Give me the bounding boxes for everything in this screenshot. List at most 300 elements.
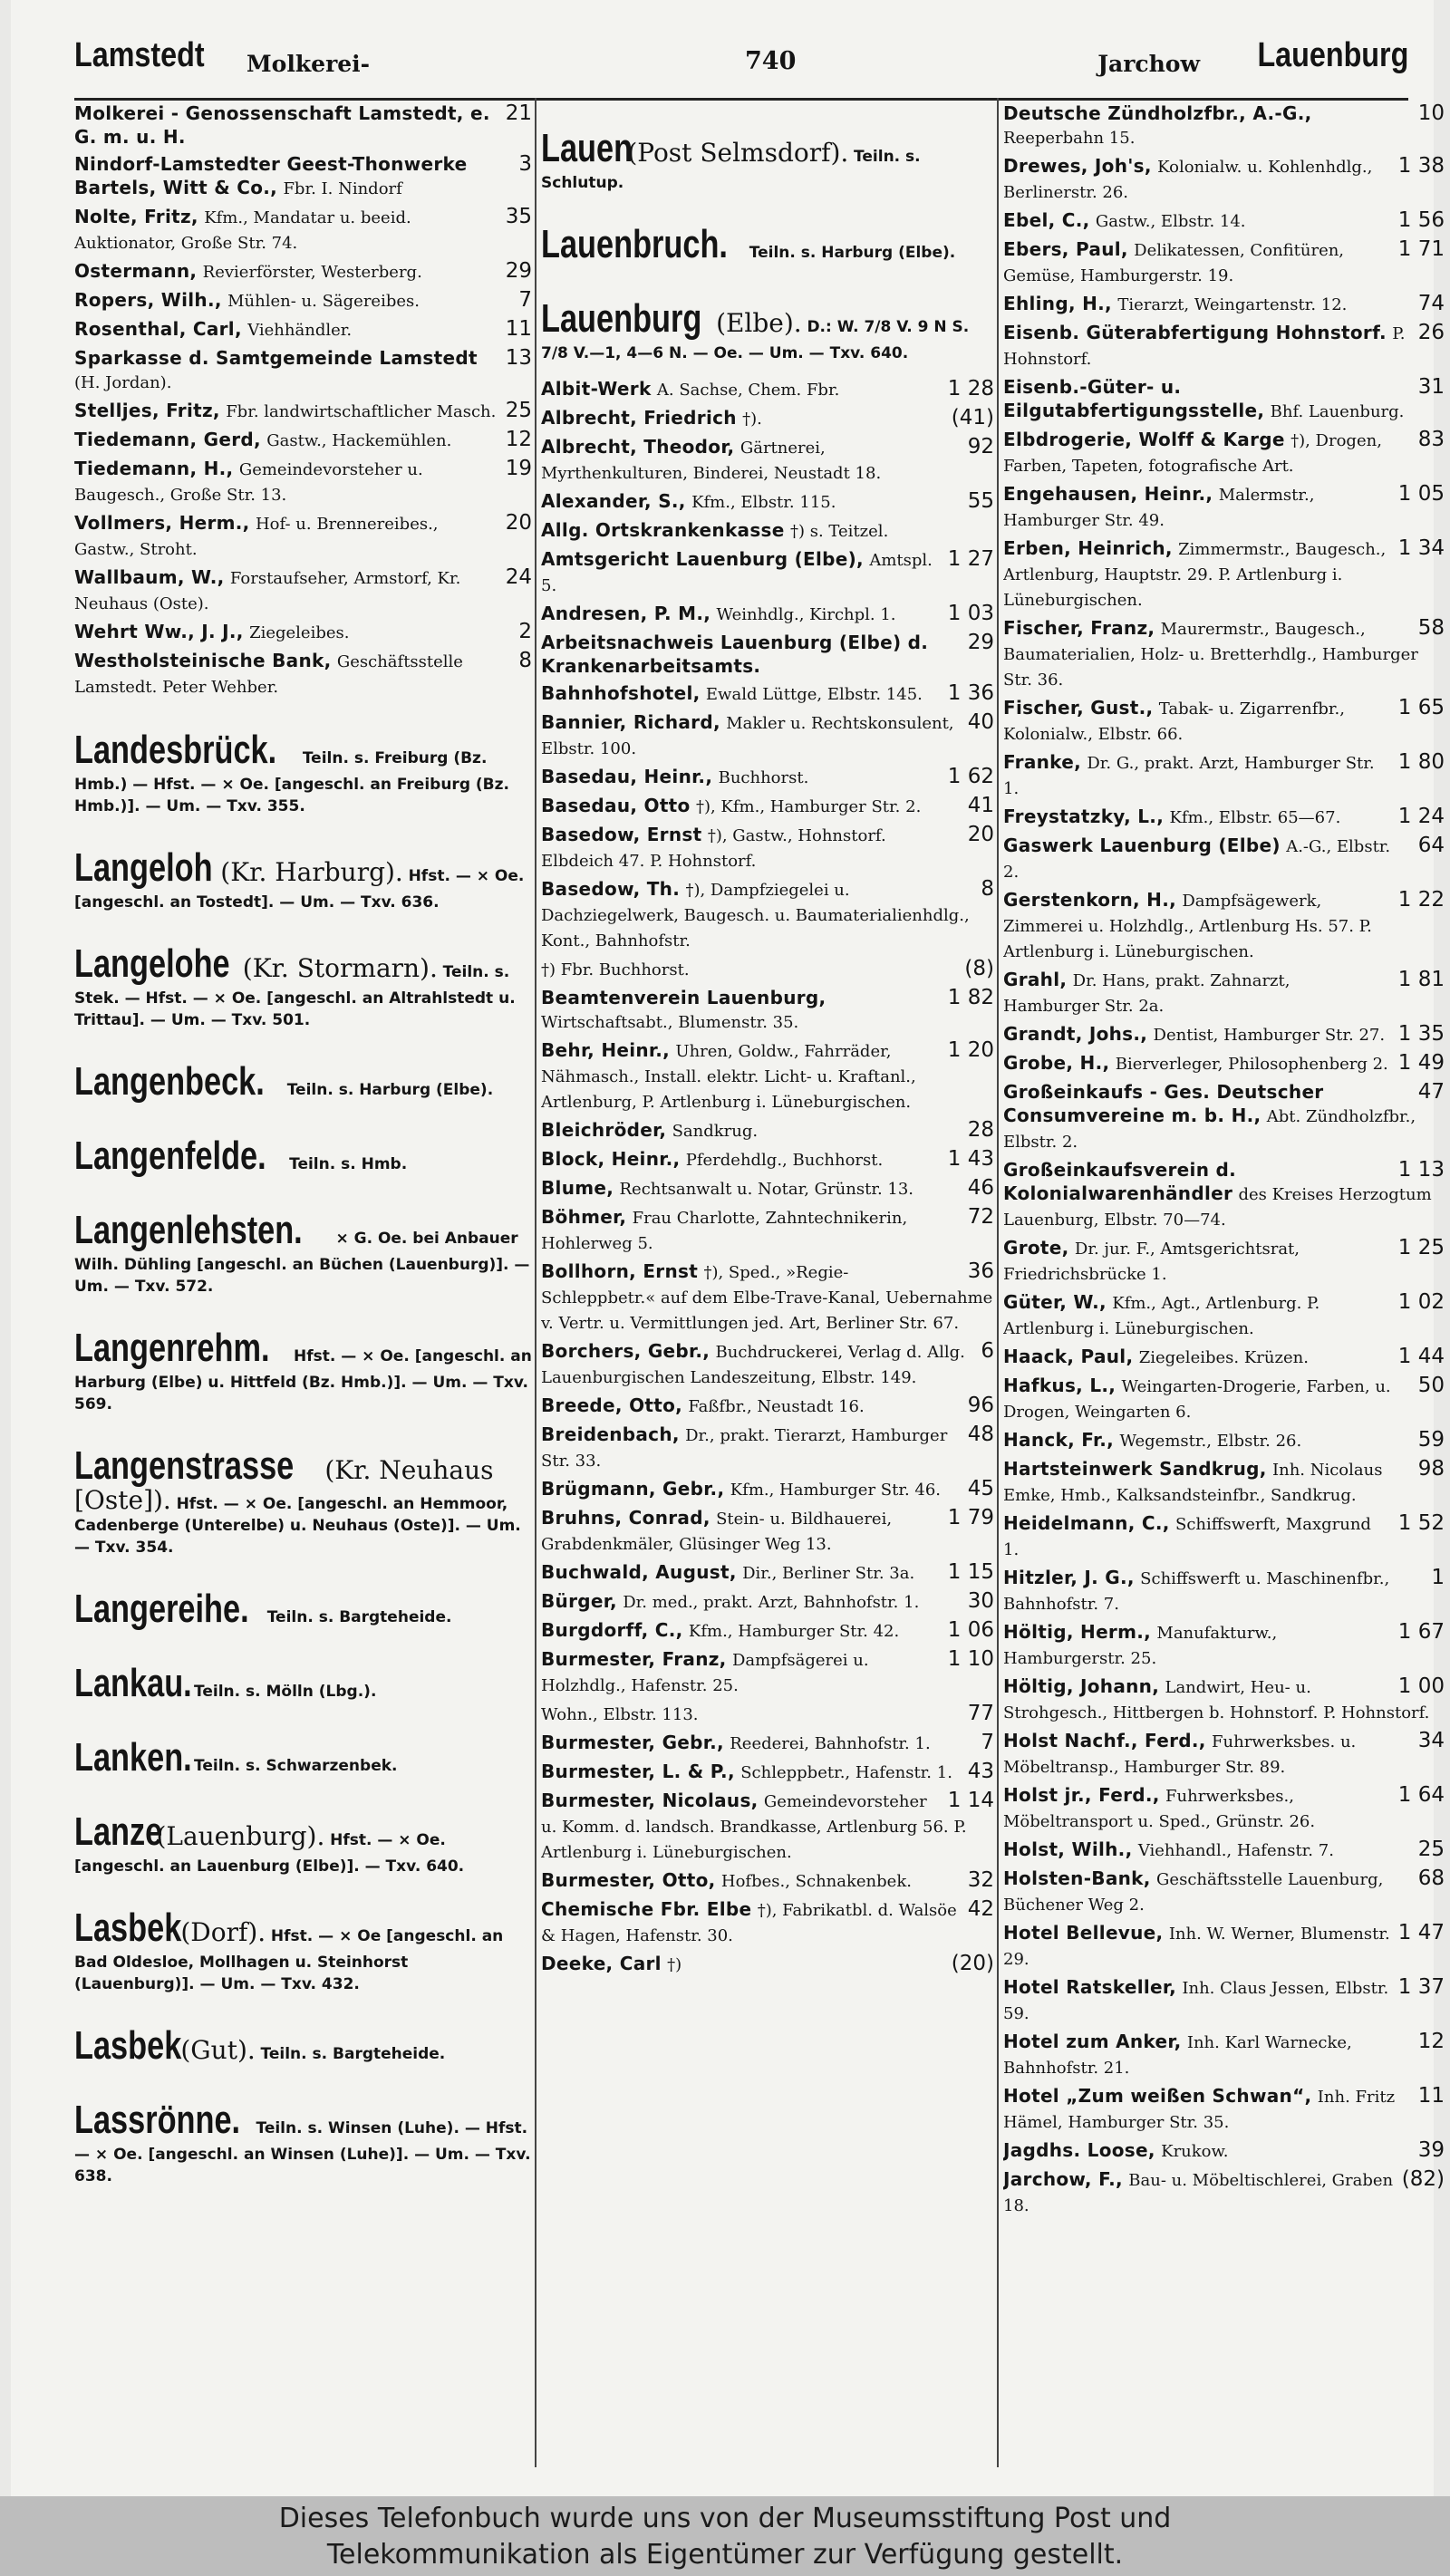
- place-name: Langenfelde.: [74, 1134, 266, 1178]
- listing-entry: [1003, 805, 1445, 830]
- subscriber-name: Erben, Heinrich,: [1003, 537, 1173, 559]
- place-qualifier: (Dorf).: [180, 1917, 266, 1947]
- subscriber-name: Hanck, Fr.,: [1003, 1429, 1115, 1451]
- subscriber-name: Stelljes, Fritz,: [74, 400, 220, 421]
- footer-line-1: Dieses Telefonbuch wurde uns von der Museumsstiftung Post und: [278, 2503, 1172, 2534]
- phone-number: 32: [967, 1868, 994, 1892]
- subscriber-details: A.-G., Elbstr. 2.: [1003, 837, 1391, 882]
- phone-number: 7: [981, 1731, 994, 1754]
- listing-entry: [1003, 375, 1445, 424]
- phone-number: 1 56: [1397, 208, 1445, 232]
- footer-line-2: Telekommunikation als Eigentümer zur Verfügung gestellt.: [326, 2539, 1124, 2571]
- place-qualifier: (Kr. Neuhaus [Oste]).: [74, 1455, 494, 1515]
- listing-entry: [74, 101, 532, 149]
- listing-entry: [541, 1868, 994, 1894]
- place-name: Landesbrück.: [74, 728, 277, 772]
- listing-entry: [74, 288, 532, 314]
- subscriber-details: Revierförster, Westerberg.: [202, 263, 422, 282]
- subscriber-details: Ewald Lüttge, Elbstr. 145.: [705, 685, 923, 704]
- subscriber-details: Bau- u. Möbeltischlerei, Graben 18.: [1003, 2171, 1394, 2215]
- listing-entry: [1003, 1080, 1445, 1154]
- phone-number: 6: [981, 1339, 994, 1363]
- phone-number: 40: [967, 710, 994, 734]
- listing-entry: [74, 317, 532, 343]
- subscriber-name: Bleichröder,: [541, 1119, 667, 1141]
- listing-entry: [1003, 1867, 1445, 1917]
- subscriber-details: †) Fbr. Buchhorst.: [541, 960, 690, 979]
- phone-number: 1 02: [1397, 1290, 1445, 1314]
- phone-number: 1 10: [947, 1647, 994, 1671]
- listing-entry: [74, 346, 532, 395]
- subscriber-details: †), Sped., »Regie-Schleppbetr.« auf dem Elbe-Trave-Kanal, Uebernahme v. Vertr. u. Vermittlungen jed. Art, Berliner Str. 67.: [541, 1263, 993, 1333]
- listing-entry: [541, 547, 994, 598]
- phone-number: 31: [1417, 375, 1445, 399]
- listing-entry: [1003, 482, 1445, 533]
- listing-entry: [1003, 237, 1445, 288]
- subscriber-name: Burmester, Gebr.,: [541, 1732, 724, 1753]
- place-name: Langenbeck.: [74, 1059, 265, 1104]
- listing-entry: [1003, 1620, 1445, 1671]
- subscriber-details: Kfm., Hamburger Str. 46.: [730, 1481, 942, 1500]
- subscriber-name: Nolte, Fritz,: [74, 206, 198, 227]
- subscriber-name: Grandt, Johs.,: [1003, 1023, 1148, 1045]
- subscriber-name: Chemische Fbr. Elbe: [541, 1898, 752, 1920]
- subscriber-details: Mühlen- u. Sägereibes.: [227, 292, 420, 311]
- phone-number: 1 24: [1397, 805, 1445, 828]
- place-heading: [74, 1660, 532, 1707]
- archive-footer: [0, 2496, 1450, 2576]
- listing-entry: [1003, 1290, 1445, 1341]
- listing-entry: [541, 1118, 994, 1143]
- place-heading: [74, 1809, 532, 1877]
- place-heading: [74, 2022, 532, 2069]
- subscriber-details: †) s. Teitzel.: [790, 522, 889, 541]
- subscriber-details: Dampfsägewerk, Zimmerei u. Holzhdlg., Artlenburg Hs. 57. P. Artlenburg i. Lüneburgischen.: [1003, 892, 1372, 961]
- listing-entry: [1003, 1236, 1445, 1287]
- place-name: Langenrehm.: [74, 1326, 270, 1370]
- place-heading: [74, 844, 532, 913]
- listing-entry: [541, 377, 994, 402]
- phone-number: 1 28: [947, 377, 994, 400]
- subscriber-details: Gemeindevorsteher u. Komm. d. landsch. Brandkasse, Artlenburg 56. P. Artlenburg i. Lüneburgischen.: [541, 1792, 967, 1862]
- phone-number: 1 00: [1397, 1674, 1445, 1698]
- phone-number: 1 65: [1397, 696, 1445, 719]
- subscriber-name: Block, Heinr.,: [541, 1148, 681, 1170]
- subscriber-details: Gastw., Hackemühlen.: [266, 431, 452, 450]
- subscriber-details: Kfm., Hamburger Str. 42.: [688, 1622, 900, 1641]
- listing-entry: [1003, 968, 1445, 1018]
- phone-number: 25: [505, 399, 532, 422]
- subscriber-name: Ropers, Wilh.,: [74, 289, 222, 311]
- subscriber-details: (H. Jordan).: [74, 373, 172, 392]
- subscriber-details: Amtspl. 5.: [541, 551, 933, 595]
- subscriber-name: Höltig, Herm.,: [1003, 1621, 1152, 1643]
- listing-entry: [541, 1205, 994, 1256]
- subscriber-name: Ehling, H.,: [1003, 293, 1112, 314]
- column-3: [1003, 98, 1445, 2467]
- subscriber-name: Bahnhofshotel,: [541, 682, 701, 704]
- listing-entry: [541, 1147, 994, 1172]
- subscriber-name: Molkerei - Genossenschaft Lamstedt, e. G. m. u. H.: [74, 102, 490, 148]
- listing-entry: [541, 1477, 994, 1502]
- subscriber-name: Basedau, Heinr.,: [541, 766, 713, 787]
- subscriber-details: Geschäftsstelle Lamstedt. Peter Wehber.: [74, 652, 463, 697]
- subscriber-details: Dr. Hans, prakt. Zahnarzt, Hamburger Str. 2a.: [1003, 971, 1290, 1016]
- subscriber-name: Hotel „Zum weißen Schwan“,: [1003, 2085, 1312, 2107]
- subscriber-name: Nindorf-Lamstedter Geest-Thonwerke Bartels, Witt & Co.,: [74, 153, 468, 198]
- phone-number: 58: [1417, 616, 1445, 640]
- subscriber-details: Kolonialw. u. Kohlenhdlg., Berlinerstr. 26.: [1003, 158, 1373, 202]
- listing-entry: [1003, 1457, 1445, 1508]
- place-name: Lassrönne.: [74, 2098, 241, 2142]
- listing-entry: [541, 406, 994, 431]
- listing-entry: [541, 435, 994, 486]
- subscriber-name: Vollmers, Herm.,: [74, 512, 250, 534]
- phone-number: 1 35: [1397, 1022, 1445, 1046]
- phone-number: (82): [1401, 2167, 1445, 2191]
- subscriber-name: Sparkasse d. Samtgemeinde Lamstedt: [74, 347, 478, 369]
- phone-number: 11: [1417, 2084, 1445, 2108]
- listing-entry: [541, 1789, 994, 1865]
- phone-number: 92: [967, 435, 994, 458]
- phone-number: 1 71: [1397, 237, 1445, 261]
- subscriber-details: Zimmermstr., Baugesch., Artlenburg, Hauptstr. 29. P. Artlenburg i. Lüneburgischen.: [1003, 540, 1387, 610]
- subscriber-name: Hotel zum Anker,: [1003, 2031, 1182, 2052]
- subscriber-name: Behr, Heinr.,: [541, 1039, 671, 1061]
- subscriber-name: Jarchow, F.,: [1003, 2168, 1123, 2190]
- subscriber-details: †), Kfm., Hamburger Str. 2.: [695, 797, 922, 816]
- listing-entry: [1003, 2167, 1445, 2218]
- running-header: [74, 25, 1408, 101]
- subscriber-details: Schiffswerft, Maxgrund 1.: [1003, 1515, 1371, 1559]
- phone-number: 7: [518, 288, 532, 312]
- phone-number: 12: [1417, 2030, 1445, 2053]
- phone-number: 1 06: [947, 1618, 994, 1642]
- subscriber-details: des Kreises Herzogtum Lauenburg, Elbstr. 70—74.: [1003, 1185, 1432, 1230]
- subscriber-details: Fuhrwerksbes., Möbeltransport u. Sped., Grünstr. 26.: [1003, 1787, 1316, 1831]
- subscriber-name: Hafkus, L.,: [1003, 1375, 1116, 1396]
- phone-number: 29: [505, 259, 532, 283]
- listing-entry: [1003, 1511, 1445, 1562]
- place-detail: Hfst. — × Oe. [angeschl. an Harburg (Elbe) u. Hittfeld (Bz. Hmb.)]. — Um. — Txv. 569.: [74, 1347, 532, 1413]
- subscriber-name: Burgdorff, C.,: [541, 1619, 683, 1641]
- phone-number: 19: [505, 457, 532, 480]
- listing-entry: [541, 1952, 994, 1977]
- phone-number: (20): [951, 1952, 994, 1975]
- subscriber-name: Großeinkaufsverein d. Kolonialwarenhändler: [1003, 1159, 1237, 1204]
- phone-number: 83: [1417, 428, 1445, 451]
- listing-entry: [74, 620, 532, 645]
- subscriber-name: Freystatzky, L.,: [1003, 806, 1165, 827]
- place-detail: Teiln. s. Harburg (Elbe).: [286, 1081, 494, 1099]
- subscriber-name: Basedow, Th.: [541, 878, 681, 900]
- listing-entry: [1003, 2138, 1445, 2164]
- phone-number: 1 62: [947, 765, 994, 788]
- subscriber-details: Stein- u. Bildhauerei, Grabdenkmäler, Glüsinger Weg 13.: [541, 1510, 893, 1554]
- listing-entry: [1003, 888, 1445, 964]
- phone-number: 1 64: [1397, 1783, 1445, 1807]
- subscriber-name: Gerstenkorn, H.,: [1003, 889, 1177, 911]
- subscriber-details: Fbr. I. Nindorf: [283, 179, 402, 198]
- place-detail: Hfst. — × Oe. [angeschl. an Hemmoor, Cadenberge (Unterelbe) u. Neuhaus (Oste)]. — Um. — Txv. 354.: [74, 1495, 521, 1557]
- listing-entry: [1003, 696, 1445, 747]
- place-heading: [74, 2097, 532, 2187]
- subscriber-name: Hotel Ratskeller,: [1003, 1976, 1177, 1998]
- listing-entry: [541, 1760, 994, 1785]
- subscriber-details: Bierverleger, Philosophenberg 2.: [1115, 1055, 1388, 1074]
- subscriber-name: Grote,: [1003, 1237, 1069, 1259]
- place-detail: Hfst. — × Oe. [angeschl. an Tostedt]. — Um. — Txv. 636.: [74, 867, 525, 912]
- subscriber-name: Jagdhs. Loose,: [1003, 2139, 1155, 2161]
- listing-entry: [541, 1038, 994, 1114]
- listing-entry: [1003, 834, 1445, 884]
- header-right-place: Lauenburg: [1257, 36, 1408, 74]
- subscriber-details: †), Fabrikatbl. d. Walsöe & Hagen, Hafenstr. 30.: [541, 1901, 957, 1945]
- phone-number: 36: [967, 1259, 994, 1283]
- phone-number: 1 37: [1397, 1975, 1445, 1999]
- subscriber-details: Tabak- u. Zigarrenfbr., Kolonialw., Elbstr. 66.: [1003, 699, 1346, 744]
- subscriber-details: Fuhrwerksbes. u. Möbeltransp., Hamburger Str. 89.: [1003, 1732, 1357, 1777]
- listing-entry: [541, 489, 994, 515]
- subscriber-details: Dr. med., prakt. Arzt, Bahnhofstr. 1.: [623, 1593, 920, 1612]
- phone-number: 1 82: [947, 986, 994, 1009]
- subscriber-details: Forstaufseher, Armstorf, Kr. Neuhaus (Oste).: [74, 569, 461, 613]
- place-heading: [74, 1133, 532, 1180]
- listing-entry: [541, 710, 994, 761]
- listing-entry: [541, 602, 994, 627]
- subscriber-details: Sandkrug.: [672, 1122, 759, 1141]
- phone-number: 1 25: [1397, 1236, 1445, 1259]
- listing-entry: [74, 152, 532, 201]
- subscriber-name: Deutsche Zündholzfbr., A.-G.,: [1003, 102, 1312, 124]
- subscriber-name: Grahl,: [1003, 969, 1068, 990]
- subscriber-name: Bannier, Richard,: [541, 711, 720, 733]
- phone-number: 3: [518, 152, 532, 176]
- subscriber-name: Bollhorn, Ernst: [541, 1260, 699, 1282]
- listing-entry: [1003, 1921, 1445, 1972]
- subscriber-name: Engehausen, Heinr.,: [1003, 483, 1213, 505]
- subscriber-name: Holst, Wilh.,: [1003, 1838, 1133, 1860]
- place-detail: Teiln. s. Mölln (Lbg.).: [194, 1683, 377, 1701]
- phone-number: 26: [1417, 321, 1445, 344]
- subscriber-details: Malermstr., Hamburger Str. 49.: [1003, 486, 1315, 530]
- place-name: Lauenbruch.: [541, 222, 728, 266]
- subscriber-details: Geschäftsstelle Lauenburg, Büchener Weg 2.: [1003, 1870, 1384, 1915]
- subscriber-details: Inh. W. Werner, Blumenstr. 29.: [1003, 1925, 1390, 1969]
- subscriber-name: Breede, Otto,: [541, 1394, 683, 1416]
- place-detail: Teiln. s. Winsen (Luhe). — Hfst. — × Oe. [angeschl. an Winsen (Luhe)]. — Um. — Txv. 638.: [74, 2119, 531, 2185]
- subscriber-details: Kfm., Mandatar u. beeid. Auktionator, Große Str. 74.: [74, 208, 411, 253]
- place-name: Langeloh: [74, 845, 213, 890]
- subscriber-name: Buchwald, August,: [541, 1561, 737, 1583]
- listing-entry: [541, 1647, 994, 1698]
- subscriber-details: Manufakturw., Hamburgerstr. 25.: [1003, 1624, 1278, 1668]
- subscriber-details: Gärtnerei, Myrthenkulturen, Binderei, Neustadt 18.: [541, 439, 882, 483]
- phone-number: 1 13: [1397, 1158, 1445, 1182]
- place-detail: Teiln. s. Harburg (Elbe).: [749, 244, 956, 262]
- subscriber-name: Heidelmann, C.,: [1003, 1512, 1170, 1534]
- subscriber-name: Burmester, Franz,: [541, 1648, 727, 1670]
- place-name: Lanken.: [74, 1735, 192, 1780]
- subscriber-name: Amtsgericht Lauenburg (Elbe),: [541, 548, 864, 570]
- place-heading: [74, 1905, 532, 1995]
- subscriber-name: Franke,: [1003, 751, 1082, 773]
- listing-entry: [1003, 1374, 1445, 1424]
- listing-entry: [541, 1560, 994, 1586]
- listing-entry: [1003, 616, 1445, 692]
- subscriber-name: Bruhns, Conrad,: [541, 1507, 710, 1529]
- listing-entry: [541, 957, 994, 982]
- header-left-place: Lamstedt: [74, 36, 205, 74]
- listing-entry: [541, 823, 994, 873]
- listing-entry: [74, 259, 532, 285]
- place-qualifier: (Post Selmsdorf).: [627, 138, 849, 168]
- subscriber-details: Inh. Karl Warnecke, Bahnhofstr. 21.: [1003, 2033, 1352, 2078]
- listing-entry: [541, 518, 994, 544]
- subscriber-name: Elbdrogerie, Wolff & Karge: [1003, 429, 1285, 450]
- listing-entry: [1003, 1783, 1445, 1834]
- subscriber-details: Dampfsägerei u. Holzhdlg., Hafenstr. 25.: [541, 1651, 869, 1695]
- place-detail: Teiln. s. Stek. — Hfst. — × Oe. [angeschl. an Altrahlstedt u. Trittau]. — Um. — Txv. 501.: [74, 963, 516, 1029]
- place-detail: × G. Oe. bei Anbauer Wilh. Dühling [angeschl. an Büchen (Lauenburg)]. — Um. — Txv. 572.: [74, 1230, 530, 1296]
- phone-number: 28: [967, 1118, 994, 1142]
- listing-entry: [541, 1394, 994, 1419]
- subscriber-name: Rosenthal, Carl,: [74, 318, 242, 340]
- column-1: [74, 98, 532, 2467]
- listing-entry: [74, 511, 532, 562]
- phone-number: 77: [967, 1702, 994, 1725]
- listing-entry: [1003, 1158, 1445, 1232]
- place-heading: [74, 1734, 532, 1781]
- subscriber-name: Wallbaum, W.,: [74, 566, 225, 588]
- subscriber-name: Bürger,: [541, 1590, 617, 1612]
- phone-number: 12: [505, 428, 532, 451]
- phone-number: 48: [967, 1423, 994, 1446]
- listing-entry: [541, 1176, 994, 1201]
- subscriber-name: Hotel Bellevue,: [1003, 1922, 1164, 1944]
- subscriber-name: Alexander, S.,: [541, 490, 686, 512]
- place-name: Lauenburg: [541, 296, 702, 341]
- subscriber-details: Pferdehdlg., Buchhorst.: [685, 1151, 884, 1170]
- listing-entry: [541, 765, 994, 790]
- column-divider: [997, 98, 999, 2467]
- phone-number: 2: [518, 620, 532, 643]
- subscriber-details: Ziegeleibes.: [249, 623, 350, 642]
- phone-number: 1 34: [1397, 536, 1445, 560]
- subscriber-details: Inh. Claus Jessen, Elbstr. 59.: [1003, 1979, 1389, 2023]
- subscriber-details: Tierarzt, Weingartenstr. 12.: [1117, 295, 1348, 314]
- subscriber-name: Holst jr., Ferd.,: [1003, 1784, 1160, 1806]
- phone-number: 1 05: [1397, 482, 1445, 506]
- listing-entry: [541, 1589, 994, 1615]
- listing-entry: [541, 1731, 994, 1756]
- listing-entry: [1003, 1674, 1445, 1725]
- subscriber-name: Holsten-Bank,: [1003, 1867, 1151, 1889]
- place-qualifier: (Kr. Stormarn).: [242, 953, 438, 983]
- subscriber-details: Rechtsanwalt u. Notar, Grünstr. 13.: [619, 1180, 914, 1199]
- listing-entry: [541, 1339, 994, 1390]
- subscriber-details: Viehhändler.: [247, 321, 353, 340]
- subscriber-details: †), Drogen, Farben, Tapeten, fotografische Art.: [1003, 431, 1382, 476]
- subscriber-name: Burmester, Otto,: [541, 1869, 716, 1891]
- subscriber-details: Inh. Nicolaus Emke, Hmb., Kalksandsteinfbr., Sandkrug.: [1003, 1461, 1383, 1505]
- place-detail: Teiln. s. Bargteheide.: [260, 2045, 446, 2063]
- subscriber-details: Hof- u. Brennereibes., Gastw., Stroht.: [74, 515, 439, 559]
- header-left-small: Molkerei-: [246, 51, 371, 77]
- subscriber-details: Reederei, Bahnhofstr. 1.: [730, 1734, 931, 1753]
- phone-number: 39: [1417, 2138, 1445, 2162]
- subscriber-details: P. Hohnstorf.: [1003, 324, 1406, 369]
- listing-entry: [74, 565, 532, 616]
- subscriber-name: Basedow, Ernst: [541, 824, 702, 845]
- subscriber-details: Dr. jur. F., Amtsgerichtsrat, Friedrichsbrücke 1.: [1003, 1240, 1300, 1284]
- subscriber-name: Fischer, Franz,: [1003, 617, 1155, 639]
- column-2: [541, 98, 994, 2467]
- subscriber-details: Krukow.: [1161, 2142, 1229, 2161]
- place-name: Langelohe: [74, 941, 230, 986]
- subscriber-name: Ebers, Paul,: [1003, 238, 1128, 260]
- phone-number: 43: [967, 1760, 994, 1783]
- phone-number: 35: [505, 205, 532, 228]
- place-heading: [74, 1058, 532, 1105]
- subscriber-details: †).: [742, 410, 762, 429]
- listing-entry: [1003, 321, 1445, 371]
- subscriber-details: Kfm., Elbstr. 65—67.: [1169, 808, 1341, 827]
- phone-number: 46: [967, 1176, 994, 1200]
- listing-entry: [1003, 1729, 1445, 1780]
- phone-number: 29: [967, 631, 994, 654]
- place-detail: Teiln. s. Bargteheide.: [266, 1608, 452, 1626]
- phone-number: 1 80: [1397, 750, 1445, 774]
- subscriber-name: Holst Nachf., Ferd.,: [1003, 1730, 1206, 1751]
- place-heading: [74, 727, 532, 817]
- place-name: Langenstrasse: [74, 1443, 295, 1488]
- subscriber-name: Hartsteinwerk Sandkrug,: [1003, 1458, 1267, 1480]
- subscriber-name: Ostermann,: [74, 260, 198, 282]
- listing-entry: [74, 399, 532, 424]
- subscriber-name: Albit-Werk: [541, 378, 652, 400]
- phone-number: 1 38: [1397, 154, 1445, 178]
- subscriber-details: Kfm., Elbstr. 115.: [691, 493, 836, 512]
- subscriber-name: Arbeitsnachweis Lauenburg (Elbe) d. Krankenarbeitsamts.: [541, 632, 929, 677]
- place-qualifier: (Elbe).: [716, 308, 802, 338]
- phone-number: 1 67: [1397, 1620, 1445, 1644]
- subscriber-details: Abt. Zündholzfbr., Elbstr. 2.: [1003, 1107, 1416, 1152]
- phone-number: 25: [1417, 1838, 1445, 1861]
- subscriber-name: Haack, Paul,: [1003, 1346, 1134, 1367]
- subscriber-name: Brügmann, Gebr.,: [541, 1478, 725, 1500]
- subscriber-details: Wegemstr., Elbstr. 26.: [1119, 1432, 1302, 1451]
- phone-number: 47: [1417, 1080, 1445, 1104]
- phone-number: 1 81: [1397, 968, 1445, 991]
- subscriber-details: Gemeindevorsteher u. Baugesch., Große Str. 13.: [74, 460, 423, 505]
- subscriber-name: Westholsteinische Bank,: [74, 650, 332, 671]
- phone-number: 1 52: [1397, 1511, 1445, 1535]
- subscriber-name: Wehrt Ww., J. J.,: [74, 621, 244, 642]
- listing-entry: [1003, 154, 1445, 205]
- phone-number: 34: [1417, 1729, 1445, 1752]
- subscriber-name: Borchers, Gebr.,: [541, 1340, 710, 1362]
- subscriber-details: Schleppbetr., Hafenstr. 1.: [740, 1763, 952, 1782]
- phone-number: 1 03: [947, 602, 994, 625]
- place-name: Langereihe.: [74, 1587, 249, 1631]
- phone-number: 72: [967, 1205, 994, 1229]
- subscriber-details: †): [667, 1955, 682, 1974]
- page-number: 740: [745, 47, 797, 75]
- listing-entry: [541, 986, 994, 1035]
- place-qualifier: (Lauenburg).: [156, 1821, 325, 1851]
- phone-number: 13: [505, 346, 532, 370]
